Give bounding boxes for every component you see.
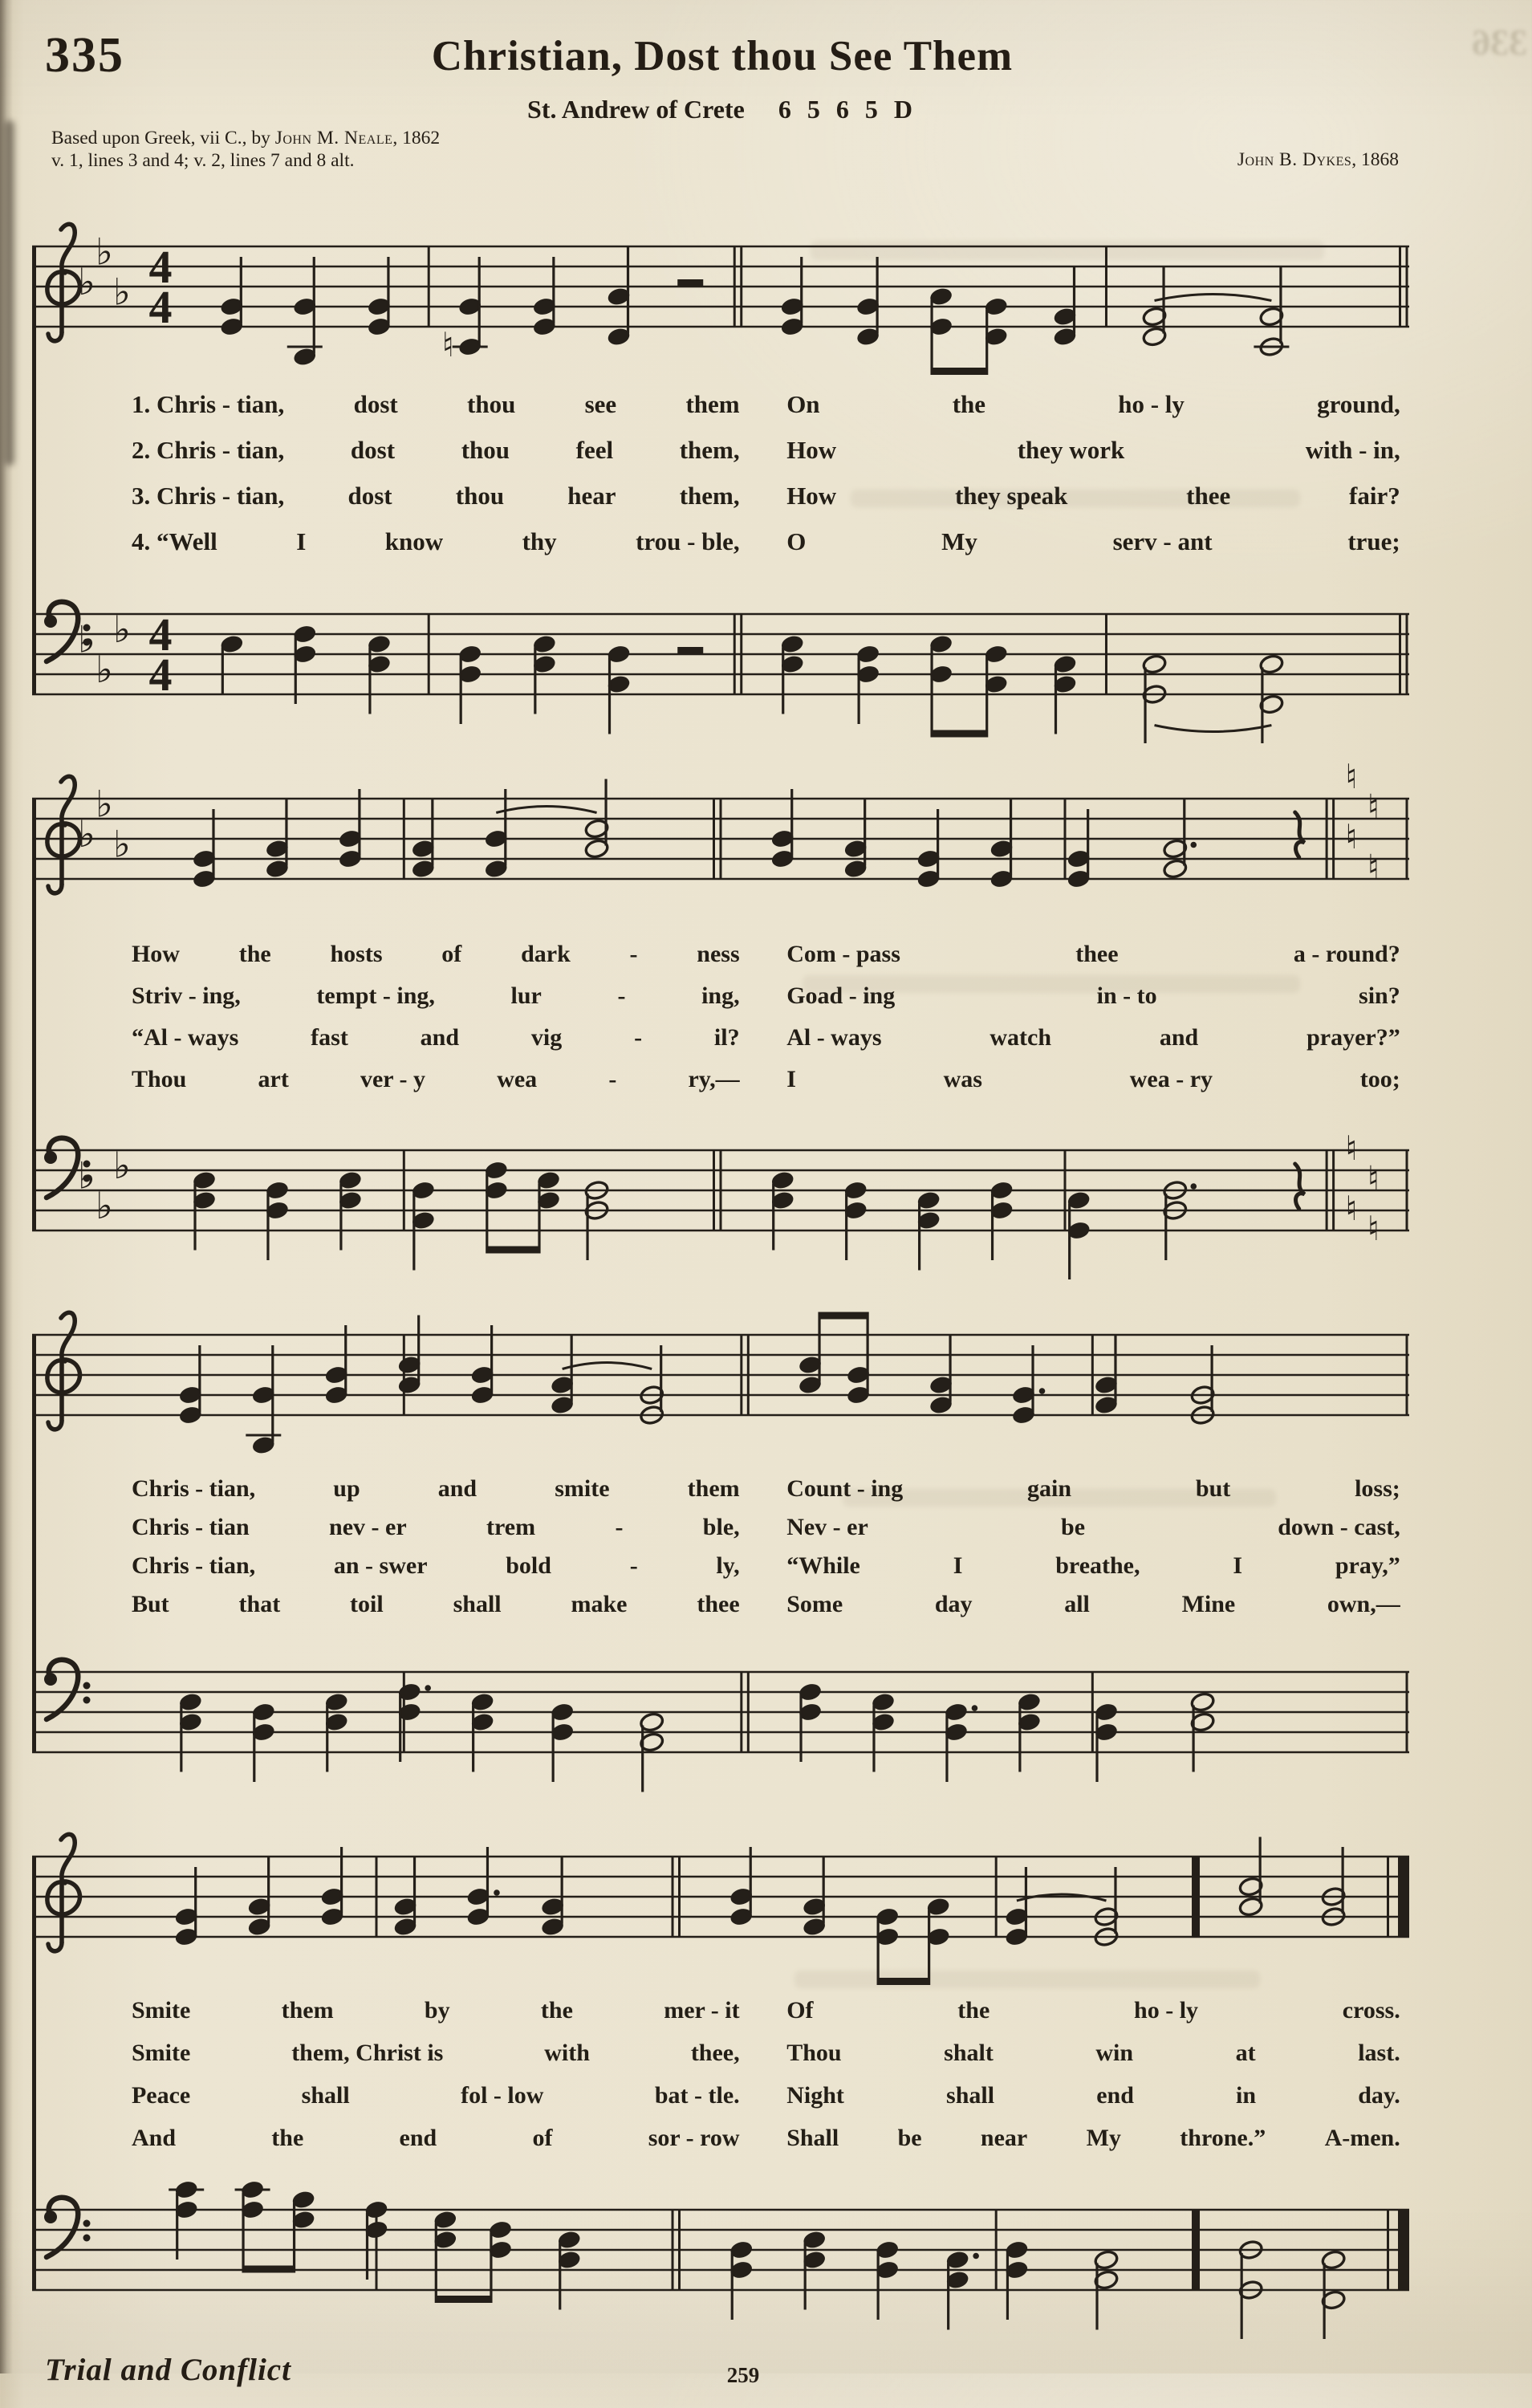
lyric-phrase-left (132, 2082, 740, 2109)
lyric-phrase-right (786, 941, 1400, 968)
music-system-4 (32, 1820, 1414, 2344)
lyric-word: Some (786, 1591, 843, 1617)
lyric-word: But (131, 1591, 169, 1617)
page-title: Christian, Dost thou See Them (431, 33, 1014, 79)
lyric-word: ground, (1317, 390, 1400, 418)
lyric-phrase-left (132, 390, 740, 419)
lyric-word: ry,— (688, 1066, 740, 1092)
lyric-word: them (281, 1997, 334, 2024)
svg-text:4: 4 (148, 241, 173, 293)
lyric-word: them (685, 390, 740, 418)
lyric-word: and (1159, 1024, 1199, 1051)
svg-text:♭: ♭ (113, 270, 131, 314)
lyric-word: throne.” (1180, 2125, 1266, 2151)
lyric-word: vig (530, 1024, 563, 1051)
treble-staff-system-1 (32, 210, 1414, 380)
lyric-word: And (131, 2125, 177, 2151)
lyric-word: My (941, 527, 977, 555)
lyric-word: they speak (954, 482, 1068, 510)
lyric-word: dark (521, 941, 571, 967)
lyric-word: shall (453, 1591, 502, 1617)
lyric-phrase-right (786, 527, 1400, 556)
lyric-word: nev - er (329, 1514, 407, 1540)
treble-staff-system-4 (32, 1820, 1414, 1991)
lyric-word: all (1064, 1591, 1090, 1617)
lyric-word: sin? (1359, 982, 1400, 1009)
svg-text:♭: ♭ (95, 648, 113, 691)
lyric-word: trou - ble, (636, 527, 740, 555)
lyric-word: the (952, 390, 986, 418)
bass-staff-system-4 (32, 2174, 1414, 2344)
lyric-word: an - swer (333, 1552, 428, 1579)
lyric-word: thee (1186, 482, 1231, 510)
lyric-word: near (980, 2125, 1028, 2151)
lyric-word: be (1061, 1514, 1086, 1540)
lyric-word: too; (1359, 1066, 1400, 1092)
lyric-word: Of (786, 1997, 814, 2024)
lyric-word: hosts (330, 941, 383, 967)
svg-text:♭: ♭ (113, 822, 131, 866)
lyric-line (32, 1066, 1414, 1108)
lyric-word: shalt (944, 2040, 994, 2066)
lyric-line (32, 2125, 1414, 2167)
lyric-word: smite (555, 1475, 610, 1502)
lyric-phrase-left (132, 1475, 740, 1503)
lyric-word: of (441, 941, 462, 967)
meter: 6 5 6 5 D (778, 95, 917, 124)
lyric-word: be (897, 2125, 922, 2151)
lyric-word: I (296, 527, 307, 555)
lyric-word: thy (522, 527, 557, 555)
lyric-word: bat - tle. (654, 2082, 740, 2109)
bleed-through-number: 336 (1472, 22, 1527, 63)
lyric-word: Mine (1181, 1591, 1236, 1617)
attribution-line-1: Based upon Greek, vii C., by John M. Neale, 1862 (51, 128, 441, 148)
lyric-phrase-right (786, 1475, 1400, 1503)
system-barline (32, 1857, 36, 2290)
header (0, 0, 1532, 209)
lyric-word: - (629, 941, 638, 967)
lyric-word: Goad - ing (786, 982, 896, 1009)
lyric-word: thou (455, 482, 505, 510)
lyric-phrase-left (132, 1591, 740, 1618)
lyric-word: in - to (1096, 982, 1157, 1009)
lyric-phrase-left (132, 436, 740, 465)
lyric-word: loss; (1355, 1475, 1400, 1502)
lyric-word: On (786, 390, 820, 418)
music-system-3 (32, 1299, 1414, 1806)
lyric-phrase-left (132, 982, 740, 1010)
lyric-word: Peace (131, 2082, 191, 2109)
lyric-phrase-left (132, 2040, 740, 2067)
lyric-word: end (1096, 2082, 1134, 2109)
lyric-word: them (687, 1475, 740, 1502)
lyric-word: down - cast, (1278, 1514, 1400, 1540)
lyric-word: Chris - tian, (131, 1552, 256, 1579)
lyric-line (32, 2040, 1414, 2082)
lyric-word: - (634, 1024, 643, 1051)
lyric-word: them, (679, 436, 740, 464)
lyric-phrase-right (786, 2125, 1400, 2152)
svg-text:♮: ♮ (1367, 847, 1380, 887)
lyric-phrase-right (786, 390, 1400, 419)
tune-name: St. Andrew of Crete (527, 95, 745, 124)
lyric-word: true; (1347, 527, 1400, 555)
lyric-phrase-right (786, 982, 1400, 1010)
verse-block-4 (32, 1991, 1414, 2174)
lyric-word: Chris - tian (131, 1514, 250, 1540)
lyric-word: hear (567, 482, 616, 510)
svg-text:♮: ♮ (441, 325, 454, 364)
tune-line (0, 95, 1445, 124)
lyric-phrase-right (786, 2082, 1400, 2109)
composer-credit: John B. Dykes, 1868 (1237, 149, 1399, 170)
svg-text:♭: ♭ (78, 617, 95, 661)
lyric-word: win (1095, 2040, 1134, 2066)
treble-staff-system-3 (32, 1299, 1414, 1469)
lyric-phrase-left (132, 1514, 740, 1541)
lyric-word: they work (1017, 436, 1125, 464)
lyric-word: - (617, 982, 626, 1009)
composer-name: John B. Dykes (1237, 149, 1352, 170)
svg-text:♭: ♭ (95, 1184, 113, 1227)
lyric-line (32, 1514, 1414, 1552)
svg-text:♭: ♭ (113, 1144, 131, 1187)
svg-text:♭: ♭ (95, 782, 113, 826)
lyric-word: with - in, (1305, 436, 1400, 464)
lyric-line (32, 1024, 1414, 1066)
lyric-word: ho - ly (1134, 1997, 1199, 2024)
lyric-word: last. (1358, 2040, 1400, 2066)
lyric-word: I (953, 1552, 963, 1579)
lyric-phrase-right (786, 436, 1400, 465)
hymn-number: 335 (45, 28, 124, 83)
lyric-word: cross. (1342, 1997, 1400, 2024)
lyric-word: with (544, 2040, 590, 2066)
lyric-word: thou (467, 390, 516, 418)
lyric-line (32, 1997, 1414, 2040)
lyric-word: 4. “Well (131, 527, 217, 555)
lyric-word: was (943, 1066, 982, 1092)
lyric-word: - (615, 1514, 624, 1540)
lyric-phrase-left (132, 527, 740, 556)
lyric-line (32, 1552, 1414, 1591)
lyric-word: I (1233, 1552, 1243, 1579)
svg-text:♮: ♮ (1345, 763, 1358, 796)
lyric-word: dost (347, 482, 392, 510)
lyric-phrase-right (786, 1552, 1400, 1580)
lyric-word: ho - ly (1118, 390, 1185, 418)
lyric-word: day (934, 1591, 973, 1617)
lyric-word: sor - row (648, 2125, 740, 2151)
lyric-phrase-left (132, 1066, 740, 1093)
lyric-word: 2. Chris - tian, (131, 436, 285, 464)
lyric-word: watch (990, 1024, 1052, 1051)
lyric-phrase-right (786, 2040, 1400, 2067)
bass-staff-system-3 (32, 1636, 1414, 1806)
treble-staff-system-2 (32, 763, 1414, 933)
lyric-word: thee, (690, 2040, 740, 2066)
lyric-word: by (424, 1997, 450, 2024)
svg-text:4: 4 (148, 281, 173, 333)
verse-block-3 (32, 1469, 1414, 1636)
svg-text:♭: ♭ (113, 608, 131, 651)
lyric-phrase-left (132, 482, 740, 510)
lyric-word: lur (510, 982, 542, 1009)
lyric-word: a - round? (1293, 941, 1400, 967)
lyric-word: How (786, 482, 837, 510)
lyric-phrase-right (786, 1066, 1400, 1093)
lyric-phrase-right (786, 1514, 1400, 1541)
lyric-word: the (271, 2125, 304, 2151)
verse-block-2 (32, 933, 1414, 1114)
lyric-phrase-right (786, 1591, 1400, 1618)
lyric-word: - (629, 1552, 638, 1579)
lyric-word: own,— (1327, 1591, 1400, 1617)
lyric-word: the (540, 1997, 573, 2024)
lyric-word: thee (1075, 941, 1119, 967)
lyric-phrase-left (132, 1024, 740, 1051)
lyric-word: fol - low (461, 2082, 544, 2109)
lyric-word: fair? (1349, 482, 1400, 510)
lyric-word: Striv - ing, (131, 982, 241, 1009)
lyric-word: Chris - tian, (131, 1475, 256, 1502)
lyric-word: ing, (701, 982, 740, 1009)
svg-text:♮: ♮ (1367, 1209, 1380, 1248)
lyric-word: see (584, 390, 617, 418)
music-system-1 (32, 210, 1414, 748)
lyric-word: know (384, 527, 444, 555)
lyric-word: O (786, 527, 807, 555)
lyric-word: thee (697, 1591, 740, 1617)
attribution (51, 127, 440, 172)
lyric-word: breathe, (1055, 1552, 1140, 1579)
system-barline (32, 246, 36, 694)
lyric-line (32, 1475, 1414, 1514)
lyric-word: the (957, 1997, 990, 2024)
lyric-word: make (571, 1591, 628, 1617)
lyric-word: shall (301, 2082, 350, 2109)
lyric-phrase-left (132, 1552, 740, 1580)
lyric-word: Nev - er (786, 1514, 868, 1540)
lyric-word: them, Christ is (291, 2040, 444, 2066)
lyric-word: il? (713, 1024, 740, 1051)
lyric-word: Smite (131, 2040, 191, 2066)
lyric-word: them, (679, 482, 740, 510)
lyric-line (32, 390, 1414, 436)
svg-text:♭: ♭ (95, 230, 113, 274)
lyric-word: Night (786, 2082, 844, 2109)
lyric-phrase-left (132, 941, 740, 968)
lyric-word: “While (786, 1552, 860, 1579)
lyric-word: in (1236, 2082, 1257, 2109)
lyric-line (32, 941, 1414, 982)
lyric-word: and (437, 1475, 477, 1502)
lyric-line (32, 2082, 1414, 2125)
lyric-word: Shall (786, 2125, 839, 2151)
verse-block-1 (32, 380, 1414, 578)
lyric-word: serv - ant (1112, 527, 1213, 555)
lyric-word: gain (1027, 1475, 1072, 1502)
lyric-line (32, 436, 1414, 482)
lyric-word: mer - it (664, 1997, 740, 2024)
lyric-word: fast (311, 1024, 348, 1051)
lyric-word: ly, (716, 1552, 740, 1579)
music-system-2 (32, 763, 1414, 1284)
lyric-word: Thou (786, 2040, 842, 2066)
lyric-word: tempt - ing, (316, 982, 435, 1009)
lyric-phrase-left (132, 2125, 740, 2152)
lyric-word: I (786, 1066, 796, 1092)
bass-staff-system-2 (32, 1114, 1414, 1284)
svg-text:♮: ♮ (1367, 787, 1380, 827)
lyric-word: Count - ing (786, 1475, 904, 1502)
svg-text:4: 4 (148, 608, 173, 661)
lyric-word: dost (350, 436, 396, 464)
lyric-word: ver - y (360, 1066, 426, 1092)
lyric-word: My (1086, 2125, 1121, 2151)
system-barline (32, 799, 36, 1230)
lyric-word: How (786, 436, 837, 464)
svg-text:4: 4 (148, 649, 173, 701)
svg-text:♮: ♮ (1345, 817, 1358, 856)
lyric-word: end (399, 2125, 437, 2151)
lyric-word: pray,” (1335, 1552, 1400, 1579)
lyric-word: at (1235, 2040, 1256, 2066)
attribution-line-2: v. 1, lines 3 and 4; v. 2, lines 7 and 8 alt. (51, 150, 355, 171)
author-name: John M. Neale (274, 128, 393, 148)
lyric-word: 1. Chris - tian, (131, 390, 285, 418)
lyric-word: wea (497, 1066, 538, 1092)
lyric-word: and (420, 1024, 460, 1051)
lyric-phrase-right (786, 1024, 1400, 1051)
lyric-word: A-men. (1324, 2125, 1400, 2151)
lyric-word: “Al - ways (131, 1024, 239, 1051)
lyric-word: shall (946, 2082, 995, 2109)
svg-text:♮: ♮ (1345, 1129, 1358, 1168)
lyric-line (32, 982, 1414, 1024)
lyric-word: How (131, 941, 180, 967)
lyric-word: Al - ways (786, 1024, 882, 1051)
lyric-word: up (333, 1475, 360, 1502)
lyric-word: wea - ry (1129, 1066, 1213, 1092)
lyric-line (32, 527, 1414, 573)
lyric-word: 3. Chris - tian, (131, 482, 285, 510)
lyric-line (32, 482, 1414, 527)
lyric-word: of (532, 2125, 553, 2151)
lyric-word: Thou (131, 1066, 187, 1092)
lyric-phrase-right (786, 482, 1400, 510)
lyric-word: that (238, 1591, 281, 1617)
svg-text:♭: ♭ (78, 1153, 95, 1198)
lyric-word: dost (353, 390, 398, 418)
lyric-word: prayer?” (1306, 1024, 1400, 1051)
lyric-phrase-left (132, 1997, 740, 2024)
lyric-line (32, 1591, 1414, 1629)
section-title: Trial and Conflict (45, 2353, 291, 2387)
lyric-word: Com - pass (786, 941, 900, 967)
svg-text:♭: ♭ (78, 812, 95, 856)
svg-text:♭: ♭ (78, 260, 95, 303)
lyric-word: ness (697, 941, 740, 967)
lyric-word: Smite (131, 1997, 191, 2024)
footer (45, 2352, 1500, 2408)
lyric-word: trem (486, 1514, 536, 1540)
page-number: 259 (726, 2363, 760, 2387)
lyric-word: thou (461, 436, 510, 464)
lyric-word: - (608, 1066, 617, 1092)
lyric-word: ble, (702, 1514, 740, 1540)
svg-text:♮: ♮ (1367, 1158, 1380, 1198)
lyric-word: feel (575, 436, 614, 464)
system-barline (32, 1335, 36, 1752)
svg-text:♮: ♮ (1345, 1189, 1358, 1228)
bass-staff-system-1 (32, 578, 1414, 748)
lyric-word: art (258, 1066, 289, 1092)
lyric-word: the (238, 941, 271, 967)
lyric-word: toil (350, 1591, 384, 1617)
lyric-phrase-right (786, 1997, 1400, 2024)
lyric-word: but (1195, 1475, 1231, 1502)
lyric-word: day. (1358, 2082, 1400, 2109)
lyric-word: bold (506, 1552, 551, 1579)
